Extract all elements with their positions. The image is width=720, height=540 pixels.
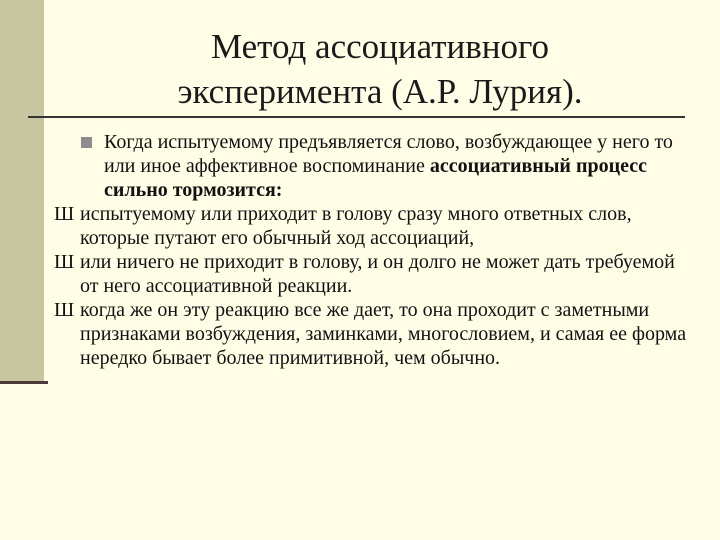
title-line-1: Метод ассоциативного <box>210 27 550 66</box>
title-divider <box>28 116 685 118</box>
sub-item-text: или ничего не приходит в голову, и он долго не может дать требуемой от него ассоциативной реакции. <box>80 251 675 297</box>
slide-body <box>54 130 690 370</box>
side-decor-line <box>0 381 48 384</box>
sub-item-text: когда же он эту реакцию все же дает, то она проходит с заметными признаками возбуждения, заминками, многословием, и самая ее форма нередко бывает более примитивной, чем обычно. <box>80 299 687 369</box>
arrow-bullet-icon: Ш <box>54 299 75 321</box>
arrow-bullet-icon: Ш <box>54 251 75 273</box>
main-bullet-item <box>80 130 690 202</box>
main-item-bold-text: ассоциативный процесс сильно тормозится: <box>104 155 647 201</box>
arrow-bullet-icon: Ш <box>54 203 75 225</box>
main-item-text: Когда испытуемому предъявляется слово, возбуждающее у него то или иное аффективное воспоминание <box>104 131 673 177</box>
side-decor-bar <box>0 0 44 383</box>
title-line-2: эксперимента (А.Р. Лурия). <box>177 72 583 111</box>
list-item <box>56 250 690 298</box>
sub-item-text: испытуемому или приходит в голову сразу много ответных слов, которые путают его обычный ход ассоциаций, <box>80 203 632 249</box>
square-bullet-icon <box>81 137 92 148</box>
list-item <box>56 202 690 250</box>
slide-title <box>60 24 700 114</box>
list-item <box>56 298 690 370</box>
